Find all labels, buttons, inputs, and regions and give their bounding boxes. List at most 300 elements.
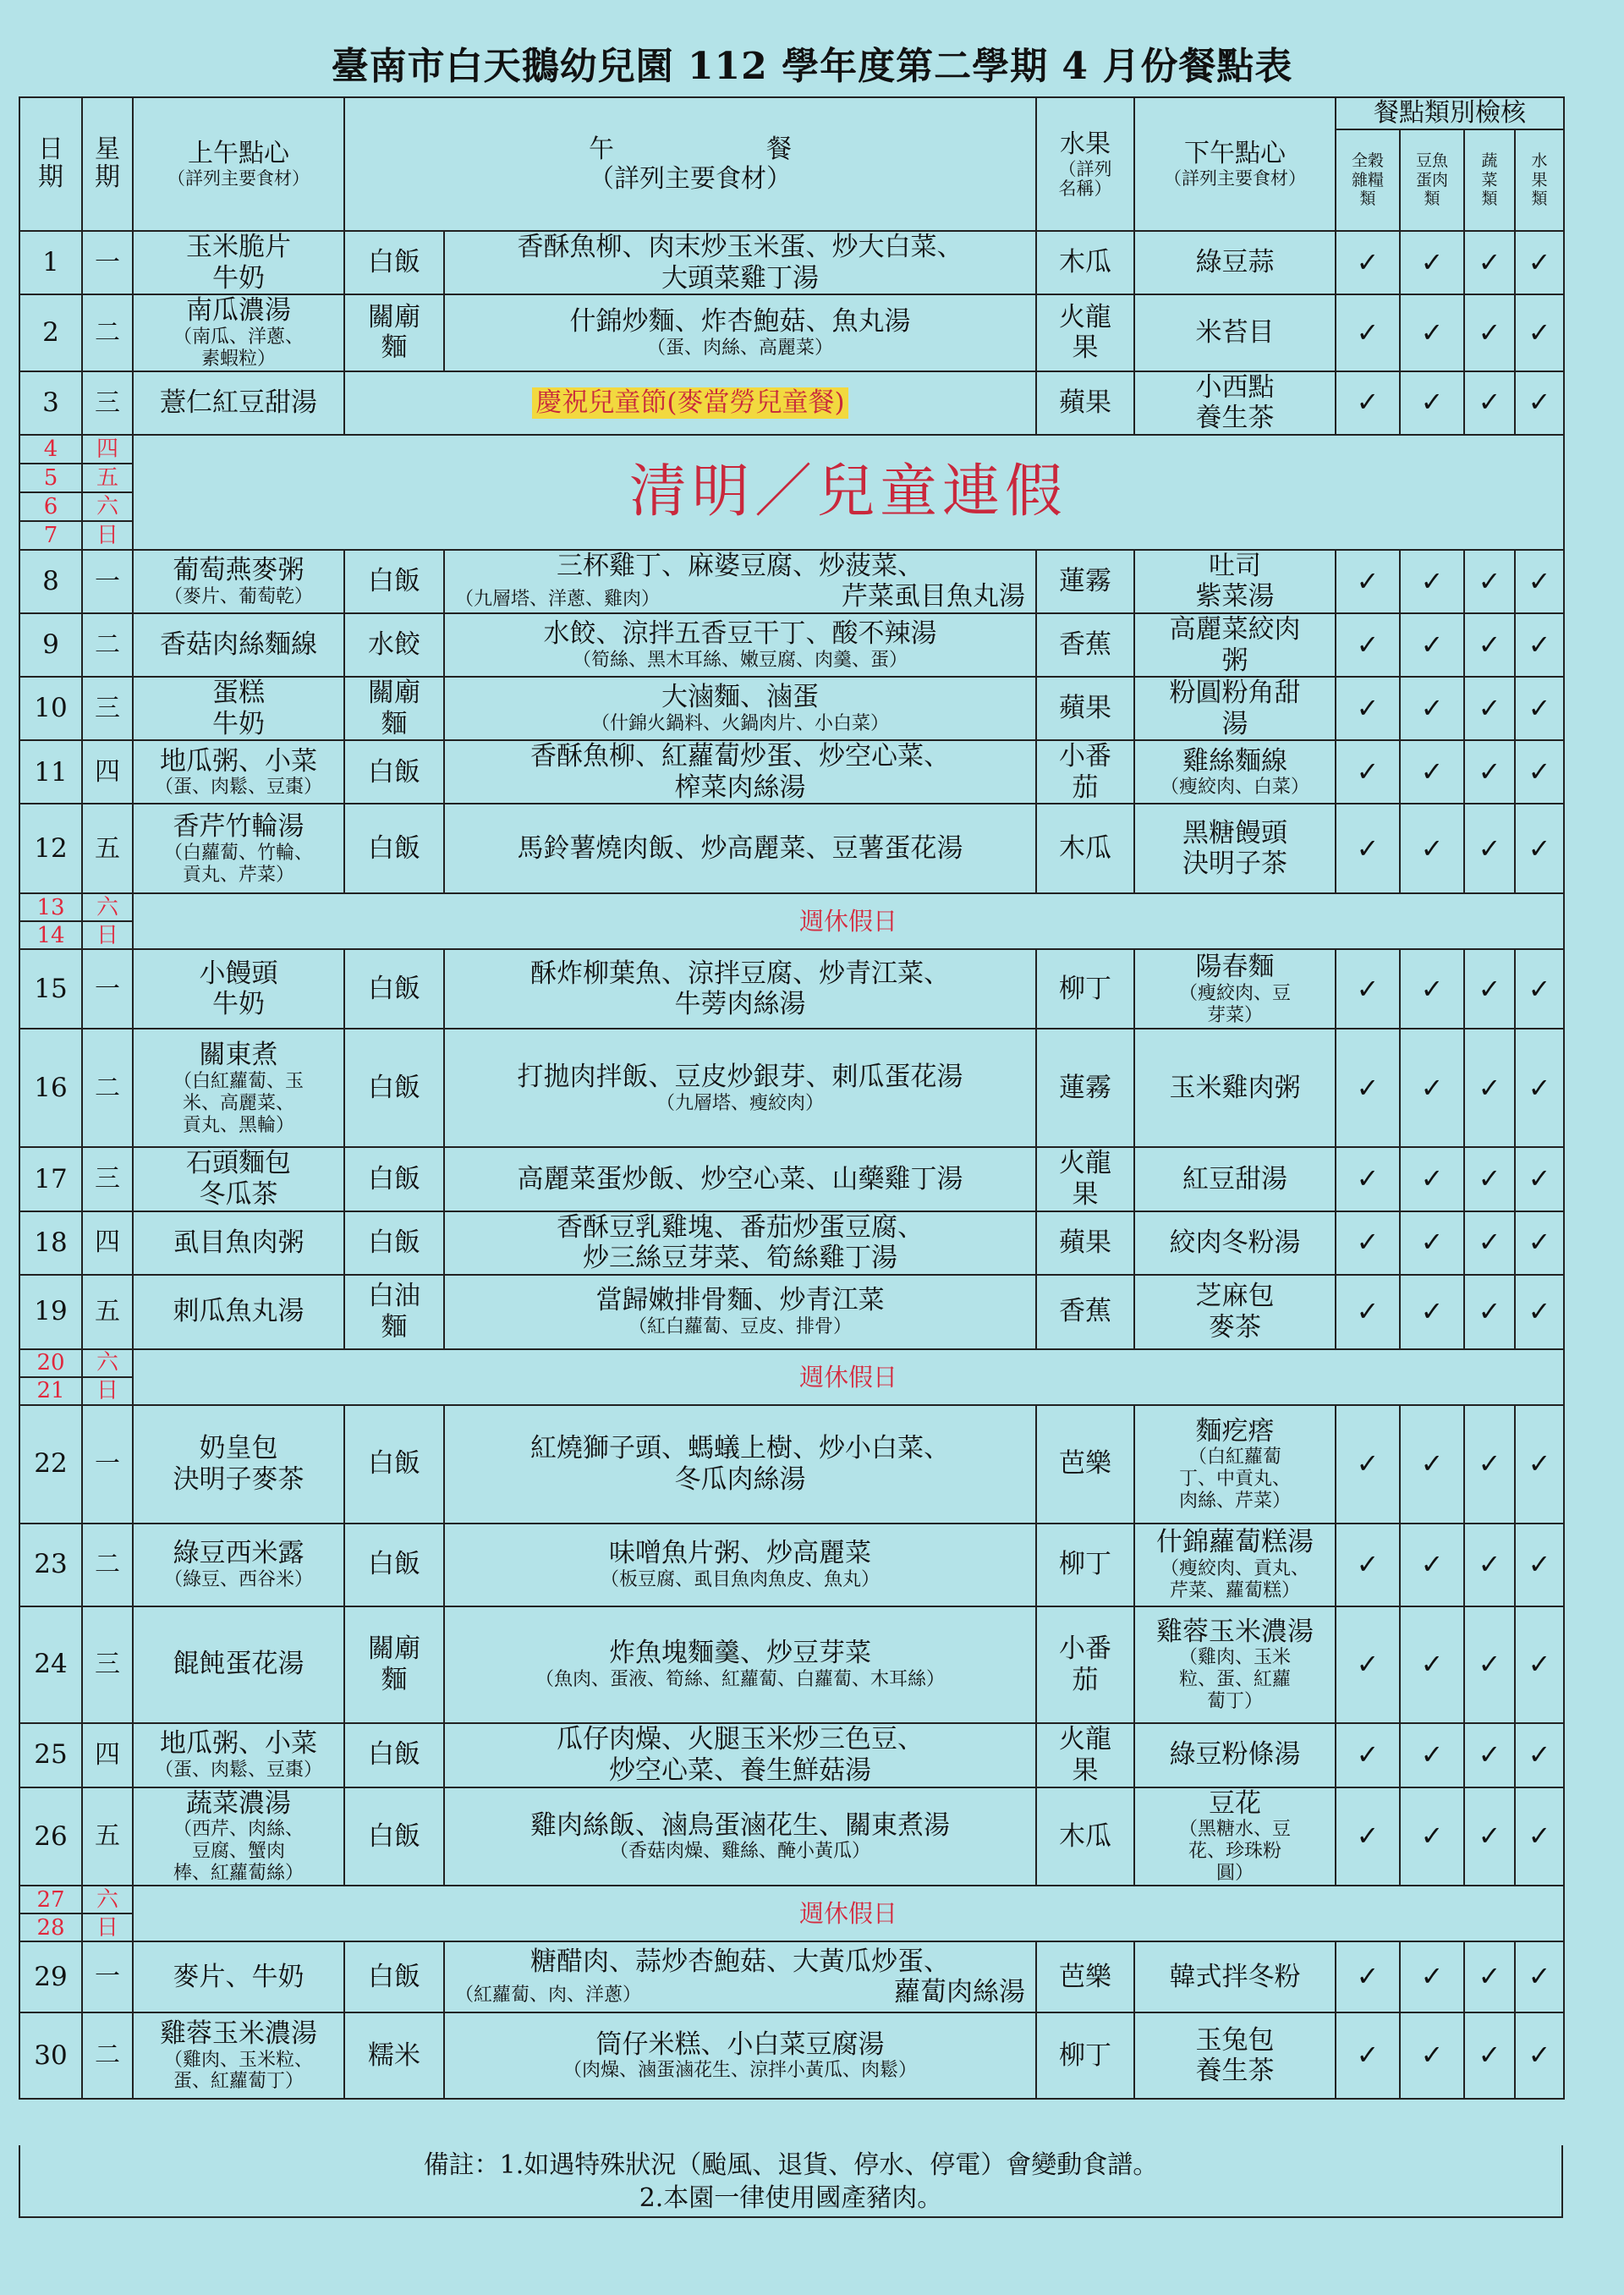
day-cell: 18 (19, 1211, 82, 1275)
fruit-cell: 芭樂 (1036, 1941, 1134, 2012)
am-snack-cell (133, 1211, 344, 1275)
table-row (19, 294, 1564, 371)
table-row (19, 740, 1564, 804)
checkmark-icon: ✓ (1478, 1547, 1501, 1580)
pm-snack-cell (1134, 231, 1336, 294)
table-row (19, 677, 1564, 740)
weekday-cell: 一 (82, 1405, 133, 1524)
weekend-banner-label: 週休假日 (798, 907, 897, 936)
pm-snack-cell (1134, 677, 1336, 740)
table-row (19, 550, 1564, 613)
lunch-dishes: 香酥魚柳、肉末炒玉米蛋、炒大白菜、 大頭菜雞丁湯 (517, 232, 963, 294)
day-cell: 17 (19, 1147, 82, 1211)
pm-snack-name: 高麗菜絞肉 粥 (1169, 613, 1301, 676)
pm-snack-cell (1134, 949, 1336, 1029)
lunch-cell (444, 2012, 1036, 2099)
lunch-cell (444, 740, 1036, 804)
checkmark-icon: ✓ (1420, 316, 1444, 349)
check-cell-fruit (1515, 1405, 1564, 1524)
check-cell-grains (1336, 1147, 1400, 1211)
weekday-cell: 一 (82, 1941, 133, 2012)
checkmark-icon: ✓ (1420, 1960, 1444, 1993)
day-cell: 14 (19, 921, 82, 949)
lunch-ingredients: （什錦火鍋料、火鍋肉片、小白菜） (590, 713, 889, 734)
day-cell: 1 (19, 231, 82, 294)
table-row (19, 1524, 1564, 1606)
checkmark-icon: ✓ (1356, 1547, 1380, 1580)
staple-cell: 白飯 (344, 1147, 444, 1211)
am-snack-cell (133, 1275, 344, 1349)
header-lunch-label: 午 餐 (589, 134, 792, 164)
pm-snack-cell (1134, 804, 1336, 893)
check-cell-protein (1400, 804, 1464, 893)
checkmark-icon: ✓ (1420, 2039, 1444, 2072)
lunch-dishes: 味噌魚片粥、炒高麗菜 (609, 1538, 871, 1569)
pm-snack-cell (1134, 2012, 1336, 2099)
pm-snack-name: 豆花 (1209, 1787, 1261, 1819)
pm-snack-ingredients: （黑糖水、豆 花、珍珠粉 圓） (1178, 1819, 1291, 1885)
checkmark-icon: ✓ (1420, 628, 1444, 661)
check-cell-protein (1400, 231, 1464, 294)
fruit-cell: 木瓜 (1036, 804, 1134, 893)
am-snack-cell (133, 740, 344, 804)
check-cell-protein (1400, 949, 1464, 1029)
am-snack-cell (133, 2012, 344, 2099)
check-cell-vegetable (1464, 1029, 1515, 1147)
am-snack-cell (133, 371, 344, 435)
pm-snack-name: 麵疙瘩 (1195, 1415, 1275, 1447)
table-row (19, 1275, 1564, 1349)
day-cell: 7 (19, 521, 82, 550)
check-cell-fruit (1515, 677, 1564, 740)
checkmark-icon: ✓ (1528, 832, 1551, 865)
header-fruit-label: 水果 (1060, 129, 1111, 160)
checkmark-icon: ✓ (1528, 972, 1551, 1005)
day-cell: 6 (19, 492, 82, 521)
check-cell-protein (1400, 1211, 1464, 1275)
lunch-cell (444, 1275, 1036, 1349)
table-row (19, 949, 1564, 1029)
checkmark-icon: ✓ (1528, 1071, 1551, 1104)
check-cell-fruit (1515, 740, 1564, 804)
am-snack-cell (133, 1524, 344, 1606)
lunch-dishes: 水餃、涼拌五香豆干丁、酸不辣湯 (543, 618, 937, 650)
lunch-cell (444, 1606, 1036, 1723)
check-cell-vegetable (1464, 1723, 1515, 1787)
header-cat-protein (1400, 129, 1464, 231)
checkmark-icon: ✓ (1420, 1738, 1444, 1771)
checkmark-icon: ✓ (1478, 1820, 1501, 1853)
table-row (19, 1606, 1564, 1723)
day-cell: 13 (19, 893, 82, 921)
am-snack-name: 麥片、牛奶 (173, 1961, 304, 1992)
staple-cell: 白飯 (344, 949, 444, 1029)
pm-snack-cell (1134, 613, 1336, 677)
check-cell-protein (1400, 1147, 1464, 1211)
checkmark-icon: ✓ (1420, 1294, 1444, 1327)
check-cell-fruit (1515, 550, 1564, 613)
header-cat-vegetable (1464, 129, 1515, 231)
check-cell-protein (1400, 2012, 1464, 2099)
header-date (19, 97, 82, 231)
lunch-sub-line (448, 2060, 1032, 2082)
lunch-cell (444, 1941, 1036, 2012)
day-cell: 22 (19, 1405, 82, 1524)
table-row (19, 613, 1564, 677)
check-cell-grains (1336, 2012, 1400, 2099)
weekday-cell: 四 (82, 1723, 133, 1787)
check-cell-fruit (1515, 613, 1564, 677)
weekend-banner (133, 893, 1564, 949)
weekday-cell: 三 (82, 677, 133, 740)
table-row (19, 371, 1564, 435)
holiday-row (19, 435, 1564, 464)
pm-snack-ingredients: （白紅蘿蔔 丁、中貢丸、 肉絲、芹菜） (1178, 1447, 1291, 1512)
header-am-snack-note: （詳列主要食材） (167, 168, 310, 189)
fruit-cell: 蘋果 (1036, 1211, 1134, 1275)
am-snack-name: 石頭麵包 冬瓜茶 (186, 1148, 291, 1210)
pm-snack-name: 雞蓉玉米濃湯 (1156, 1616, 1314, 1647)
am-snack-name: 薏仁紅豆甜湯 (160, 387, 317, 418)
header-fruit (1036, 97, 1134, 231)
checkmark-icon: ✓ (1528, 1226, 1551, 1259)
pm-snack-name: 什錦蘿蔔糕湯 (1156, 1527, 1314, 1558)
check-cell-fruit (1515, 804, 1564, 893)
lunch-ingredients: （香菇肉燥、雞絲、醃小黃瓜） (609, 1841, 870, 1863)
fruit-cell: 火龍 果 (1036, 1147, 1134, 1211)
weekday-cell: 二 (82, 613, 133, 677)
header-cat-grains (1336, 129, 1400, 231)
lunch-ingredients: （九層塔、洋蔥、雞肉） (455, 589, 661, 611)
pm-snack-name: 陽春麵 (1195, 952, 1275, 983)
checkmark-icon: ✓ (1478, 1294, 1501, 1327)
check-cell-protein (1400, 1723, 1464, 1787)
am-snack-ingredients: （麥片、葡萄乾） (163, 585, 313, 607)
weekday-cell: 二 (82, 294, 133, 371)
check-cell-grains (1336, 1211, 1400, 1275)
lunch-cell (444, 1524, 1036, 1606)
am-snack-cell (133, 550, 344, 613)
pm-snack-cell (1134, 550, 1336, 613)
holiday-row (19, 893, 1564, 921)
check-cell-vegetable (1464, 1524, 1515, 1606)
checkmark-icon: ✓ (1528, 316, 1551, 349)
day-cell: 3 (19, 371, 82, 435)
staple-cell: 關廟 麵 (344, 294, 444, 371)
lunch-sub-line (448, 1316, 1032, 1338)
table-row (19, 804, 1564, 893)
check-cell-vegetable (1464, 1941, 1515, 2012)
checkmark-icon: ✓ (1356, 628, 1380, 661)
check-cell-vegetable (1464, 804, 1515, 893)
special-lunch-cell (344, 371, 1036, 435)
weekend-banner-label: 週休假日 (798, 1899, 897, 1929)
lunch-sub-line (448, 650, 1032, 672)
check-cell-grains (1336, 949, 1400, 1029)
weekday-cell: 五 (82, 1787, 133, 1886)
meal-table (19, 96, 1565, 2100)
checkmark-icon: ✓ (1478, 691, 1501, 724)
lunch-ingredients: （筍絲、黑木耳絲、嫩豆腐、肉羹、蛋） (572, 649, 908, 671)
check-cell-protein (1400, 1787, 1464, 1886)
weekend-banner-label: 週休假日 (798, 1362, 897, 1392)
checkmark-icon: ✓ (1356, 1447, 1380, 1480)
day-cell: 8 (19, 550, 82, 613)
checkmark-icon: ✓ (1528, 564, 1551, 597)
day-cell: 12 (19, 804, 82, 893)
checkmark-icon: ✓ (1420, 755, 1444, 788)
checkmark-icon: ✓ (1356, 1647, 1380, 1680)
staple-cell: 白飯 (344, 550, 444, 613)
checkmark-icon: ✓ (1528, 1820, 1551, 1853)
checkmark-icon: ✓ (1356, 1071, 1380, 1104)
checkmark-icon: ✓ (1528, 2039, 1551, 2072)
check-cell-grains (1336, 1723, 1400, 1787)
weekday-cell: 日 (82, 921, 133, 949)
am-snack-name: 南瓜濃湯 (186, 295, 291, 327)
lunch-sub-line (448, 1841, 1032, 1863)
am-snack-name: 虱目魚肉粥 (173, 1227, 304, 1258)
lunch-dishes: 什錦炒麵、炸杏鮑菇、魚丸湯 (569, 306, 911, 338)
check-cell-fruit (1515, 231, 1564, 294)
pm-snack-name: 絞肉冬粉湯 (1169, 1227, 1301, 1258)
check-cell-protein (1400, 1275, 1464, 1349)
check-cell-vegetable (1464, 2012, 1515, 2099)
pm-snack-name: 玉米雞肉粥 (1169, 1073, 1301, 1104)
lunch-ingredients: （蛋、肉絲、高麗菜） (646, 337, 833, 359)
lunch-dishes: 高麗菜蛋炒飯、炒空心菜、山藥雞丁湯 (517, 1163, 963, 1194)
lunch-cell (444, 1147, 1036, 1211)
check-cell-vegetable (1464, 740, 1515, 804)
checkmark-icon: ✓ (1528, 1960, 1551, 1993)
check-cell-protein (1400, 1029, 1464, 1147)
check-cell-fruit (1515, 1606, 1564, 1723)
checkmark-icon: ✓ (1420, 1820, 1444, 1853)
check-cell-vegetable (1464, 1606, 1515, 1723)
checkmark-icon: ✓ (1356, 1820, 1380, 1853)
day-cell: 19 (19, 1275, 82, 1349)
am-snack-cell (133, 1405, 344, 1524)
pm-snack-name: 小西點 養生茶 (1195, 371, 1275, 434)
day-cell: 20 (19, 1349, 82, 1377)
day-cell: 11 (19, 740, 82, 804)
checkmark-icon: ✓ (1420, 832, 1444, 865)
lunch-dishes: 三杯雞丁、麻婆豆腐、炒菠菜、 (557, 550, 924, 581)
weekday-cell: 日 (82, 1913, 133, 1941)
check-cell-protein (1400, 740, 1464, 804)
table-row (19, 1029, 1564, 1147)
pm-snack-ingredients: （瘦絞肉、白菜） (1160, 777, 1309, 799)
header-weekday (82, 97, 133, 231)
fruit-cell: 小番 茄 (1036, 1606, 1134, 1723)
am-snack-name: 地瓜粥、小菜 (160, 1728, 317, 1760)
am-snack-name: 小饅頭 牛奶 (199, 958, 278, 1020)
header-lunch-note: （詳列主要食材） (589, 164, 792, 194)
am-snack-name: 玉米脆片 牛奶 (186, 232, 291, 294)
special-lunch-label: 慶祝兒童節(麥當勞兒童餐) (532, 387, 848, 419)
check-cell-vegetable (1464, 1405, 1515, 1524)
table-row (19, 1211, 1564, 1275)
check-cell-grains (1336, 1524, 1400, 1606)
check-cell-grains (1336, 1787, 1400, 1886)
check-cell-fruit (1515, 1723, 1564, 1787)
weekday-cell: 三 (82, 1147, 133, 1211)
lunch-sub-line (448, 1093, 1032, 1115)
check-cell-fruit (1515, 1941, 1564, 2012)
checkmark-icon: ✓ (1528, 245, 1551, 278)
lunch-dishes: 當歸嫩排骨麵、炒青江菜 (595, 1285, 885, 1316)
weekday-cell: 五 (82, 804, 133, 893)
lunch-cell (444, 1723, 1036, 1787)
pm-snack-cell (1134, 371, 1336, 435)
fruit-cell: 蓮霧 (1036, 1029, 1134, 1147)
header-fruit-note: （詳列名稱） (1058, 158, 1112, 199)
lunch-sub-line (448, 581, 1032, 612)
check-cell-fruit (1515, 1524, 1564, 1606)
weekday-cell: 一 (82, 550, 133, 613)
header-pm-snack-label: 下午點心 (1184, 138, 1286, 168)
weekday-cell: 六 (82, 893, 133, 921)
weekday-cell: 日 (82, 1377, 133, 1405)
check-cell-grains (1336, 740, 1400, 804)
checkmark-icon: ✓ (1528, 691, 1551, 724)
check-cell-fruit (1515, 949, 1564, 1029)
staple-cell: 白飯 (344, 804, 444, 893)
staple-cell: 關廟 麵 (344, 1606, 444, 1723)
check-cell-vegetable (1464, 613, 1515, 677)
am-snack-cell (133, 294, 344, 371)
lunch-dishes: 酥炸柳葉魚、涼拌豆腐、炒青江菜、 牛蒡肉絲湯 (530, 958, 950, 1020)
checkmark-icon: ✓ (1478, 245, 1501, 278)
fruit-cell: 蘋果 (1036, 371, 1134, 435)
pm-snack-name: 粉圓粉角甜 湯 (1169, 678, 1301, 739)
checkmark-icon: ✓ (1478, 972, 1501, 1005)
weekday-cell: 四 (82, 1211, 133, 1275)
check-cell-fruit (1515, 294, 1564, 371)
lunch-ingredients: （九層塔、瘦絞肉） (656, 1092, 824, 1114)
pm-snack-name: 雞絲麵線 (1182, 745, 1287, 777)
checkmark-icon: ✓ (1420, 1447, 1444, 1480)
page-title: 臺南市白天鵝幼兒園 112 學年度第二學期 4 月份餐點表 (331, 45, 1293, 88)
checkmark-icon: ✓ (1420, 1226, 1444, 1259)
checkmark-icon: ✓ (1478, 1447, 1501, 1480)
lunch-dishes: 炸魚塊麵羹、炒豆芽菜 (609, 1638, 871, 1669)
checkmark-icon: ✓ (1356, 1960, 1380, 1993)
check-cell-protein (1400, 550, 1464, 613)
checkmark-icon: ✓ (1356, 316, 1380, 349)
fruit-cell: 柳丁 (1036, 1524, 1134, 1606)
day-cell: 26 (19, 1787, 82, 1886)
lunch-dishes: 糖醋肉、蒜炒杏鮑菇、大黃瓜炒蛋、 (530, 1946, 950, 1977)
am-snack-name: 奶皇包 決明子麥茶 (173, 1433, 304, 1495)
lunch-dishes: 打拋肉拌飯、豆皮炒銀芽、刺瓜蛋花湯 (517, 1062, 963, 1093)
pm-snack-cell (1134, 1405, 1336, 1524)
weekend-banner (133, 1886, 1564, 1941)
weekday-cell: 二 (82, 1524, 133, 1606)
pm-snack-cell (1134, 1147, 1336, 1211)
checkmark-icon: ✓ (1356, 755, 1380, 788)
checkmark-icon: ✓ (1478, 1162, 1501, 1195)
am-snack-cell (133, 1606, 344, 1723)
fruit-cell: 火龍 果 (1036, 1723, 1134, 1787)
check-cell-fruit (1515, 1029, 1564, 1147)
header-check-group: 餐點類別檢核 (1336, 97, 1564, 129)
am-snack-ingredients: （蛋、肉鬆、豆棗） (154, 1760, 322, 1782)
pm-snack-ingredients: （雞肉、玉米 粒、蛋、紅蘿 蔔丁） (1178, 1647, 1291, 1712)
lunch-dishes: 大滷麵、滷蛋 (661, 682, 819, 713)
holiday-banner-label: 清明／兒童連假 (628, 458, 1067, 525)
fruit-cell: 蘋果 (1036, 677, 1134, 740)
header-am-snack (133, 97, 344, 231)
check-cell-protein (1400, 1941, 1464, 2012)
checkmark-icon: ✓ (1420, 972, 1444, 1005)
check-cell-protein (1400, 1524, 1464, 1606)
checkmark-icon: ✓ (1478, 1226, 1501, 1259)
am-snack-cell (133, 1723, 344, 1787)
pm-snack-name: 綠豆粉條湯 (1169, 1739, 1301, 1771)
pm-snack-ingredients: （瘦絞肉、貢丸、 芹菜、蘿蔔糕） (1160, 1558, 1309, 1602)
check-cell-protein (1400, 613, 1464, 677)
am-snack-ingredients: （西芹、肉絲、 豆腐、蟹肉 棒、紅蘿蔔絲） (173, 1819, 304, 1885)
day-cell: 4 (19, 435, 82, 464)
day-cell: 21 (19, 1377, 82, 1405)
check-cell-fruit (1515, 371, 1564, 435)
table-row (19, 231, 1564, 294)
holiday-row (19, 1349, 1564, 1377)
lunch-ingredients: （紅白蘿蔔、豆皮、排骨） (628, 1316, 852, 1338)
lunch-sub-line (448, 1569, 1032, 1591)
day-cell: 5 (19, 464, 82, 492)
lunch-sub-line (448, 713, 1032, 735)
am-snack-cell (133, 1029, 344, 1147)
lunch-dishes: 香酥豆乳雞塊、番茄炒蛋豆腐、 炒三絲豆芽菜、筍絲雞丁湯 (557, 1211, 924, 1274)
pm-snack-name: 吐司 紫菜湯 (1195, 550, 1275, 612)
holiday-row (19, 1886, 1564, 1913)
pm-snack-cell (1134, 1723, 1336, 1787)
pm-snack-name: 黑糖饅頭 決明子茶 (1182, 817, 1287, 880)
day-cell: 10 (19, 677, 82, 740)
staple-cell: 白飯 (344, 1524, 444, 1606)
check-cell-grains (1336, 231, 1400, 294)
am-snack-name: 香芹竹輪湯 (173, 811, 304, 843)
am-snack-cell (133, 1787, 344, 1886)
weekday-cell: 四 (82, 740, 133, 804)
weekday-cell: 三 (82, 371, 133, 435)
am-snack-ingredients: （雞肉、玉米粒、 蛋、紅蘿蔔丁） (163, 2049, 313, 2093)
staple-cell: 白飯 (344, 740, 444, 804)
lunch-dishes: 筒仔米糕、小白菜豆腐湯 (595, 2029, 885, 2060)
check-cell-grains (1336, 1275, 1400, 1349)
staple-cell: 關廟 麵 (344, 677, 444, 740)
check-cell-protein (1400, 371, 1464, 435)
day-cell: 24 (19, 1606, 82, 1723)
am-snack-cell (133, 804, 344, 893)
checkmark-icon: ✓ (1420, 1647, 1444, 1680)
weekday-cell: 六 (82, 1349, 133, 1377)
lunch-sub-line (448, 1669, 1032, 1691)
fruit-cell: 火龍 果 (1036, 294, 1134, 371)
check-cell-grains (1336, 1405, 1400, 1524)
checkmark-icon: ✓ (1356, 386, 1380, 419)
weekday-cell: 五 (82, 464, 133, 492)
lunch-cell (444, 294, 1036, 371)
pm-snack-cell (1134, 740, 1336, 804)
staple-cell: 水餃 (344, 613, 444, 677)
am-snack-cell (133, 231, 344, 294)
checkmark-icon: ✓ (1356, 1294, 1380, 1327)
checkmark-icon: ✓ (1478, 564, 1501, 597)
lunch-ingredients: （魚肉、蛋液、筍絲、紅蘿蔔、白蘿蔔、木耳絲） (535, 1669, 945, 1691)
